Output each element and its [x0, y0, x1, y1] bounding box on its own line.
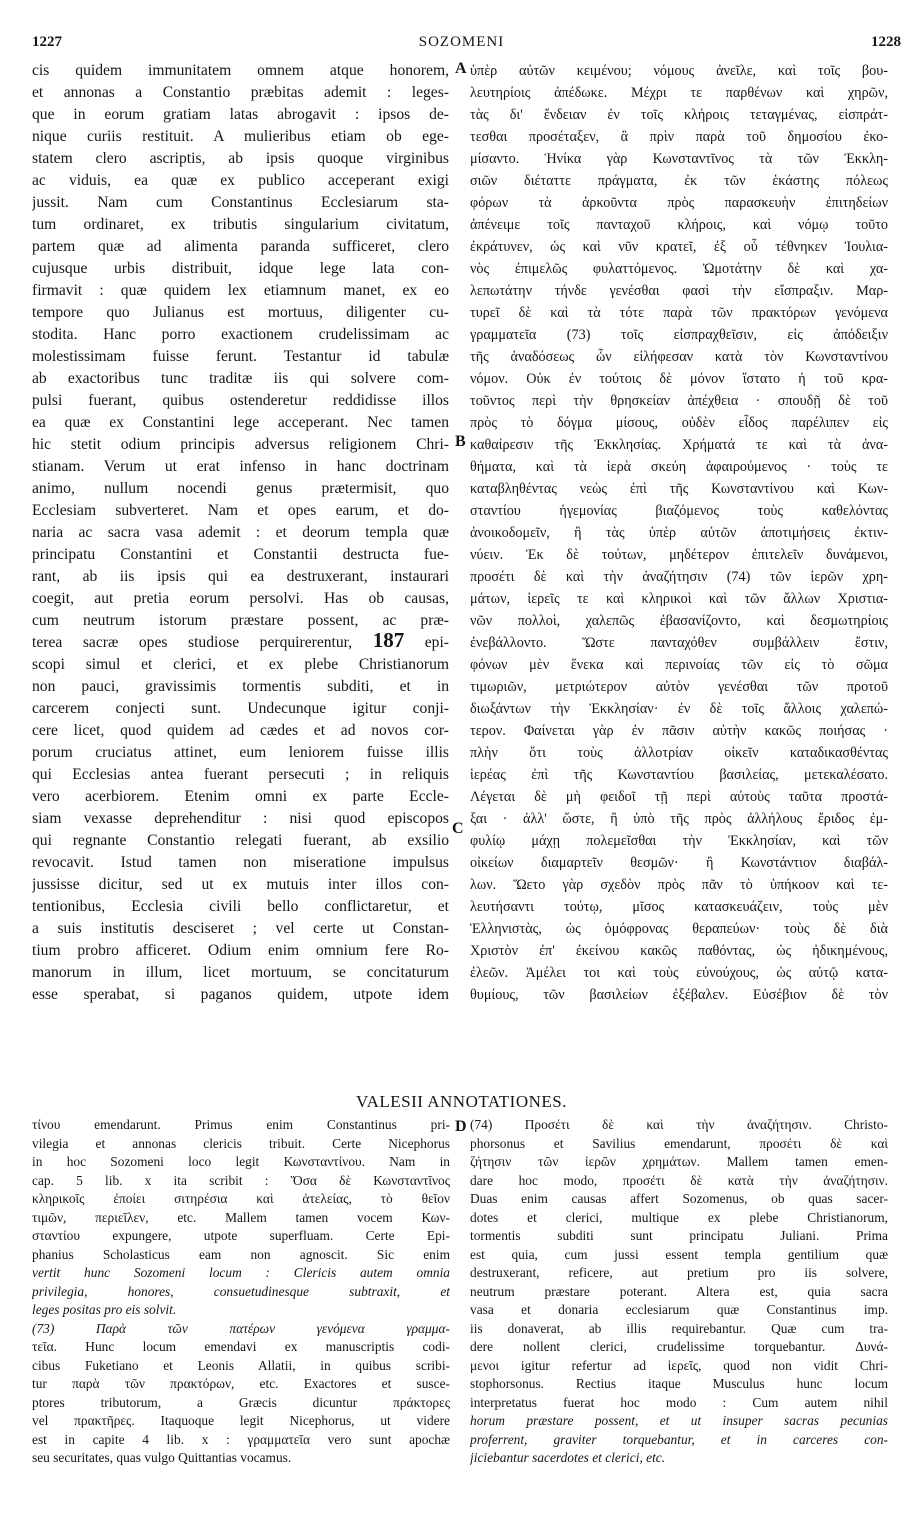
margin-letter-d: D — [455, 1118, 467, 1135]
text-line: carcerem conjecti sunt. Undecunque igitur conji- — [32, 700, 449, 717]
text-line: hic stetit odium principis adversus religionem Chri- — [32, 436, 449, 453]
note-line: κληρικοῖς ἐποίει σιτηρέσια καὶ ἀτελείας, τὸ θεῖον — [32, 1191, 450, 1206]
greek-text-column — [470, 60, 888, 1006]
note-line: ptores tributorum, a Græcis dicuntur πράκτορες — [32, 1394, 450, 1410]
text-line: τεσθαι προσέταξεν, ἃ πρὶν παρὰ τοῦ δημοσίου ἐκο- — [470, 129, 888, 145]
text-line: οἰκείων διαμαρτεῖν θεσμῶν· ἢ Κωνστάντιον διαβάλ- — [470, 855, 888, 871]
text-line: νόμον. Οὐκ ἐν τούτοις δὲ μόνον ἵστατο ἡ τοῦ κρα- — [470, 371, 888, 387]
text-line: ξαι · ἀλλ' ὥστε, ἢ ὑπὸ τῆς πρὸς ἀλλήλους ἔριδος ἐμ- — [470, 811, 888, 827]
note-line: interpretatus fuerat hoc modo : Cum autem nihil — [470, 1394, 888, 1410]
text-line: tum ordinaret, ex tributis singularium civitatum, — [32, 216, 449, 233]
note-line: (74) Προσέτι δὲ καὶ τὴν ἀναζήτησιν. Christo- — [470, 1117, 888, 1132]
text-line: Λέγεται δὲ μὴ φειδοῖ τῇ περὶ αὐτοὺς ταῦτα προστά- — [470, 789, 888, 805]
right-page-number: 1228 — [871, 34, 901, 50]
note-line: cibus Fuketiano et Leonis Allatii, in quibus scribi- — [32, 1357, 450, 1373]
text-line: λευτηρίοις ἀπέδωκε. Μέχρι τε παρθένων καὶ χηρῶν, — [470, 85, 888, 101]
text-line: Ἑλληνιστὰς, ὡς ὁμόφρονας θεραπεύων· τοὺς δὲ διὰ — [470, 921, 888, 937]
text-line: tentionibus, Ecclesia civili bello conflictaretur, et — [32, 898, 449, 915]
text-line: tempore quo Julianus est mortuus, diligenter cu- — [32, 304, 449, 321]
note-line: dare hoc modo, προσέτι δὲ κατὰ τὴν ἀναζήτησιν. — [470, 1172, 888, 1188]
note-line: vasa et donaria ecclesiarum quæ Constantinus imp. — [470, 1302, 888, 1317]
text-line: φυλίῳ μάχῃ πολεμεῖσθαι τὴν Ἐκκλησίαν, καὶ τῶν — [470, 833, 888, 849]
note-line: jiciebantur sacerdotes et clerici, etc. — [470, 1450, 666, 1465]
note-line: ζήτησιν τῶν ἱερῶν χρημάτων. Mallem tamen emen- — [470, 1154, 888, 1169]
text-line: ἐλεῶν. Ἀμέλει τοι καὶ τοὺς εὐνούχους, ὡς αὐτῷ κατα- — [470, 965, 888, 981]
note-line: phanius Scholasticus eam non agnoscit. Sic enim — [32, 1246, 450, 1262]
note-line: μενοι igitur refertur ad ἱερεῖς, quod non vidit Chri- — [470, 1357, 888, 1373]
text-line: τὰς δι' ἔνδειαν ἐν τοῖς κλήροις τεταγμένας, εἰσπράτ- — [470, 107, 888, 123]
text-line: σιῶν διέταττε πράγματα, ἐκ τῶν ἑκάστης πόλεως — [470, 173, 888, 189]
text-line — [32, 632, 449, 654]
text-line: revocavit. Istud tamen non miseratione impulsus — [32, 854, 449, 871]
text-line: γραμματεῖα (73) τοῖς εἰσπραχθεῖσιν, εἰς ἀπόδειξιν — [470, 327, 888, 343]
text-line: rant, ab iis ipsis qui ea destruxerant, instaurari — [32, 568, 449, 585]
note-line: τεῖα. Hunc locum emendavi ex manuscriptis codi- — [32, 1339, 450, 1354]
text-line: siam vexasse deprehenditur : nisi quod episcopos — [32, 810, 449, 827]
annotations-right-column — [470, 1116, 888, 1468]
text-line-fragment: terea sacræ opes studiose perquirerentur, — [32, 634, 353, 651]
note-line: iis donaverat, ab illis requirebantur. Quæ cum tra- — [470, 1320, 888, 1336]
text-line: tium probro afficeret. Odium enim omnium fere Ro- — [32, 942, 449, 959]
note-line: est quia, cum jussi essent templa gentilium quæ — [470, 1246, 888, 1262]
text-line: qui regnante Constantio relegati fuerant, ab exsilio — [32, 832, 449, 849]
note-line: σταντίου expungere, utpote superfluam. Certe Epi- — [32, 1228, 450, 1243]
note-line: τίνου emendarunt. Primus enim Constantinus pri- — [32, 1117, 450, 1132]
text-line: τιμωριῶν, μετριώτερον αὐτὸν γενέσθαι τῶν προτοῦ — [470, 679, 888, 695]
text-line: cere licet, quod quidem ad cædes et ad novos cor- — [32, 722, 449, 739]
text-line: coegit, aut pretia eorum persolvi. Has ob causas, — [32, 590, 449, 607]
text-line: καταβληθέντας νεὼς ἐπὶ τῆς Κωνσταντίνου καὶ Κων- — [470, 481, 888, 497]
note-line: vel πρακτῆρες. Itaquoque legit Nicephorus, ut videre — [32, 1413, 450, 1428]
text-line: ea quæ ex Constantini lege acceperant. Nec tamen — [32, 414, 449, 431]
text-line: τυρεῖ δὲ καὶ τὰ τότε παρὰ τῶν πρακτόρων γενόμενα — [470, 305, 888, 321]
text-line: esse sperabat, si paganos quidem, utpote idem — [32, 986, 449, 1003]
text-line: stianam. Verum ut erat infenso in hanc doctrinam — [32, 458, 449, 475]
note-line: in hoc Sozomeni loco legit Κωνσταντίνου. Nam in — [32, 1154, 450, 1169]
text-line: nique curiis restituit. A mulieribus etiam ob ege- — [32, 128, 449, 145]
text-line: λεπωτάτην τήνδε γενέσθαι φασὶ τὴν εἴσπραξιν. Μαρ- — [470, 283, 888, 299]
margin-letter-b: B — [455, 433, 466, 450]
text-line: et annonas a Constantio præbitas ademit : leges- — [32, 84, 449, 101]
text-line: naria ac sacra vasa ademit : et deorum templa quæ — [32, 524, 449, 541]
text-line: pulsi fuerant, quibus ostenderetur reddidisse illos — [32, 392, 449, 409]
text-line: νύειν. Ἐκ δὲ τούτων, μηδέτερον ἐπιτελεῖν δυνάμενοι, — [470, 547, 888, 563]
note-line: neutrum præstare poterant. Altera est, quia sacra — [470, 1283, 888, 1299]
column-number-marker: 187 — [372, 632, 405, 652]
text-line: manorum in illum, licet mortuum, se concitaturum — [32, 964, 449, 981]
text-line: cis quidem immunitatem omnem atque honorem, — [32, 62, 449, 79]
text-line: animo, nullum nocendi genus prætermisit, quo — [32, 480, 449, 497]
note-line: cap. 5 lib. x ita scribit : Ὅσα δὲ Κωνσταντῖνος — [32, 1172, 450, 1188]
text-line: καθαίρεσιν τῆς Ἐκκλησίας. Χρήματά τε καὶ τὰ ἀνα- — [470, 437, 888, 453]
text-line: a suis institutis desciseret ; vel certe ut Constan- — [32, 920, 449, 937]
text-line: cujusque urbis distribuit, idque lege lata con- — [32, 260, 449, 277]
text-line: θυμίους, τῶν βασιλείων ἐξέβαλεν. Εὐσέβιον δὲ τὸν — [470, 987, 888, 1003]
text-line: ὑπὲρ αὐτῶν κειμένου; νόμους ἀνεῖλε, καὶ τοῖς βου- — [470, 63, 888, 79]
text-line: jussisse dicitur, sed ut ex mutuis inter illos con- — [32, 876, 449, 893]
text-line: μάτων, ἱερεῖς τε καὶ κληρικοὶ καὶ τῶν ἄλλων Χριστια- — [470, 591, 888, 607]
note-line: proferrent, graviter torquebantur, et in carceres con- — [470, 1431, 888, 1447]
note-line: vertit hunc Sozomeni locum : Clericis autem omnia — [32, 1265, 450, 1280]
text-line: προσέτι δὲ καὶ τὴν ἀναζήτησιν (74) τῶν ἱερῶν χρη- — [470, 569, 888, 585]
text-line: partem quæ ad alimenta paranda sufficeret, clero — [32, 238, 449, 255]
margin-letter-c: C — [452, 820, 464, 837]
text-line: ἐκράτυνεν, ὡς καὶ νῦν κρατεῖ, ἐξ οὗ τέθνηκεν Ἰουλια- — [470, 239, 888, 255]
text-line: πρὸς τὸ δόγμα μίσους, οὐδὲν εἶδος παρέλιπεν εἰς — [470, 415, 888, 431]
text-line: jussit. Nam cum Constantinus Ecclesiarum sta- — [32, 194, 449, 211]
text-line: porum cruciatus attinet, eum leniorem fuisse illis — [32, 744, 449, 761]
text-line: νῶν πολλοὶ, χαλεπῶς ἐβασανίζοντο, καὶ δεσμωτηρίοις — [470, 613, 888, 629]
text-line: τερον. Φαίνεται γὰρ ἐν πᾶσιν αὐτὴν κακῶς ποιήσας · — [470, 723, 888, 739]
margin-letter-a: A — [455, 60, 467, 77]
note-line: τιμῶν, περιεῖλεν, etc. Mallem tamen vocem Κων- — [32, 1209, 450, 1225]
text-line: que in eorum gratiam latas abrogavit : ipsos de- — [32, 106, 449, 123]
text-line: θήματα, καὶ τὰ ἱερὰ σκεύη ἀφαιρούμενος · τοὺς τε — [470, 459, 888, 475]
text-line: cum neutrum istorum præstare possent, ac præ- — [32, 612, 449, 629]
text-line: ἀνοικοδομεῖν, ἢ τὰς ὑπὲρ αὐτῶν ἀποτιμήσεις ἐκτιν- — [470, 525, 888, 541]
text-line: firmavit : quæ quidem lex etiamnum manet, ex eo — [32, 282, 449, 299]
left-page-number: 1227 — [32, 34, 62, 50]
note-line: seu securitates, quas vulgo Quittantias vocamus. — [32, 1450, 292, 1465]
note-line: Duas enim causas affert Sozomenus, ob quas sacer- — [470, 1191, 888, 1206]
running-title: SOZOMENI — [418, 34, 505, 50]
note-line: destruxerant, reficere, aut pretium pro iis solvere, — [470, 1265, 888, 1280]
note-line: dotes et clerici, multique ex plebe Christianorum, — [470, 1209, 888, 1225]
text-line: φόρων τὰ ἀρκοῦντα πρὸς παρασκευὴν ἐπιτηδείων — [470, 195, 888, 211]
text-line: principatu Constantini et Constantii destructa fue- — [32, 546, 449, 563]
text-line: statem clero ascriptis, ab ipsis quoque virginibus — [32, 150, 449, 167]
note-line: vilegia et annonas clericis tribuit. Certe Nicephorus — [32, 1135, 450, 1151]
text-line: ἀπένειμε τοῖς πανταχοῦ κλήροις, καὶ νόμῳ τοῦτο — [470, 217, 888, 233]
text-line: stodita. Hanc porro exactionem crudelissimam ac — [32, 326, 449, 343]
note-line: stophorsonus. Rectius itaque Musculus hunc locum — [470, 1376, 888, 1391]
text-line: non pauci, gravissimis tormentis subditi, et in — [32, 678, 449, 695]
text-line: τοῦντος περὶ τὴν θρησκείαν ἀπέχθεια · σπουδῇ δὲ τοῦ — [470, 393, 888, 409]
text-line: λευτήσαντι τούτῳ, μῖσος κατασκευάζειν, τοὺς μὲν — [470, 899, 888, 915]
note-line: horum præstare possent, et ut insuper sacras pecunias — [470, 1413, 888, 1428]
note-line: dere nollent clerici, crudelissime torquebantur. Δυνά- — [470, 1339, 888, 1354]
text-line: vero acerbiorem. Etenim omni ex parte Eccle- — [32, 788, 449, 805]
annotations-left-column — [32, 1116, 450, 1468]
note-line: leges positas pro eis solvit. — [32, 1302, 177, 1317]
text-line: λων. Ὥετο γὰρ σχεδὸν πρὸς πᾶν τὸ ὑπήκοον καὶ τε- — [470, 877, 888, 893]
text-line: ab exactoribus tunc traditæ iis qui solvere com- — [32, 370, 449, 387]
text-line: μίσαντο. Ἡνίκα γὰρ Κωνσταντῖνος τὰ τῶν Ἐκκλη- — [470, 151, 888, 167]
text-line: molestissimam fuisse ferunt. Testantur id tabulæ — [32, 348, 449, 365]
note-line: est in capite 4 lib. x : γραμματεῖα vero sunt apochæ — [32, 1431, 450, 1447]
note-line: tur παρὰ τῶν πρακτόρων, etc. Exactores et susce- — [32, 1376, 450, 1391]
page-header — [0, 34, 923, 56]
text-line: ἐνεβάλλοντο. Ὥστε πανταχόθεν συμβάλλειν ἔστιν, — [470, 635, 888, 651]
note-line: tormentis subditi sunt principatu Juliani. Prima — [470, 1228, 888, 1243]
text-line-fragment: epi- — [424, 634, 449, 651]
text-line: φόνων μὲν ἕνεκα καὶ περινοίας τῶν εἰς τὸ σῶμα — [470, 657, 888, 673]
annotations-heading: VALESII ANNOTATIONES. — [356, 1092, 567, 1111]
text-line: ἱερέας ἐπὶ τῆς Κωνσταντίου βασιλείας, μετεκαλέσατο. — [470, 767, 888, 783]
text-line: ac viduis, ea quæ ex publico acceperant exigi — [32, 172, 449, 189]
text-line: νὸς ἐπιμελῶς φυλαττόμενος. Ὠμοτάτην δὲ καὶ χα- — [470, 261, 888, 277]
note-line: phorsonus et Savilius emendarunt, προσέτι δὲ καὶ — [470, 1135, 888, 1151]
text-line: Ecclesiam subverteret. Nam et opes earum, et do- — [32, 502, 449, 519]
note-line: (73) Παρὰ τῶν πατέρων γενόμενα γραμμα- — [32, 1320, 450, 1336]
latin-text-column — [32, 60, 449, 1006]
text-line: τῆς ἀναδόσεως ὧν εἰλήφεσαν κατὰ τὸν Κωνσταντίνου — [470, 349, 888, 365]
text-line: σταντίου ἡγεμονίας βιαζόμενος τοὺς καθελόντας — [470, 503, 888, 519]
text-line: qui Ecclesias antea fuerant persecuti ; in reliquis — [32, 766, 449, 783]
note-line: privilegia, honores, consuetudinesque subtraxit, et — [32, 1283, 450, 1299]
text-line: διωξάντων τὴν Ἐκκλησίαν· ἐν δὲ τοῖς ἄλλοις χαλεπώ- — [470, 701, 888, 717]
text-line: Χριστὸν ἐπ' ἐκείνου κακῶς παθόντας, ὡς ἠδικημένους, — [470, 943, 888, 959]
text-line: πλὴν ὅτι τοὺς ἀλλοτρίαν οἰκεῖν καταδικασθέντας — [470, 745, 888, 761]
text-line: scopi simul et clerici, et ex plebe Christianorum — [32, 656, 449, 673]
